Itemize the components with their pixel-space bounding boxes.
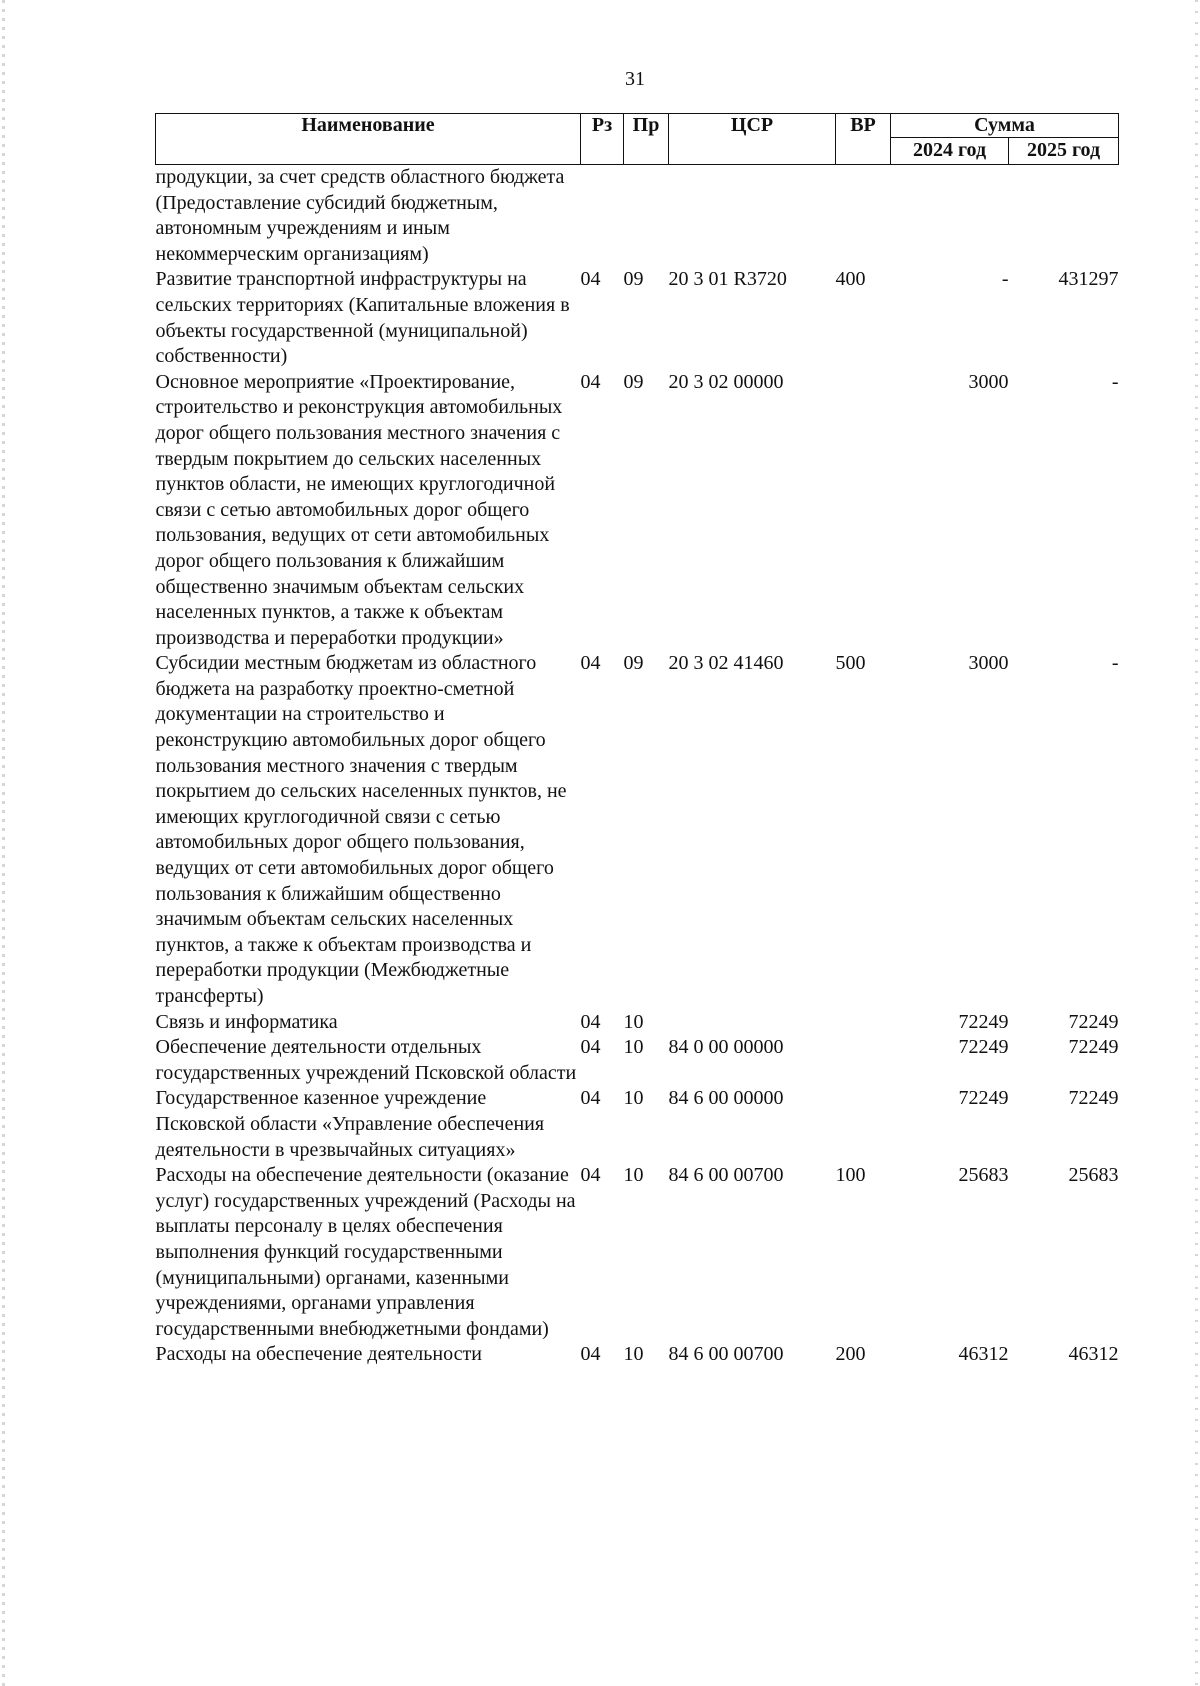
cell-pr: 09	[623, 268, 644, 291]
cell-sum-2025: 72249	[1068, 1036, 1119, 1059]
cell-csr	[669, 165, 836, 268]
cell-name: Расходы на обеспечение деятельности	[155, 1343, 482, 1366]
cell-rz: 04	[580, 268, 601, 291]
table-row	[156, 165, 1119, 268]
cell-sum-2024: 72249	[958, 1036, 1009, 1059]
table-row	[156, 267, 1119, 369]
cell-sum-2024: 72249	[958, 1010, 1009, 1033]
cell-name: Государственное казенное учреждение Псковской области «Управление обеспечения деятельности в чрезвычайных ситуациях»	[155, 1087, 545, 1161]
header-year-2025: 2025 год	[1009, 138, 1119, 165]
cell-name: Обеспечение деятельности отдельных государственных учреждений Псковской области	[155, 1036, 577, 1084]
cell-csr	[669, 1010, 836, 1036]
cell-csr: 20 3 02 41460	[668, 652, 784, 675]
cell-sum-2025: -	[1111, 370, 1119, 393]
cell-sum-2024: 46312	[958, 1343, 1009, 1366]
cell-vr	[836, 165, 891, 268]
cell-pr	[624, 165, 669, 268]
cell-csr: 20 3 01 R3720	[668, 268, 787, 291]
cell-vr: 100	[835, 1164, 866, 1187]
cell-sum-2025: 72249	[1068, 1010, 1119, 1033]
cell-rz: 04	[580, 652, 601, 675]
header-pr: Пр	[624, 114, 669, 165]
header-year-2024: 2024 год	[891, 138, 1009, 165]
scan-edge-left	[2, 0, 5, 1686]
cell-csr: 84 6 00 00000	[668, 1087, 784, 1110]
table-row	[156, 1035, 1119, 1086]
cell-rz: 04	[580, 1087, 601, 1110]
budget-table	[155, 113, 1119, 1368]
cell-pr: 09	[623, 652, 644, 675]
header-csr: ЦСР	[669, 114, 836, 165]
table-row	[156, 1086, 1119, 1163]
header-name: Наименование	[156, 114, 581, 165]
cell-rz: 04	[580, 370, 601, 393]
cell-vr: 500	[835, 652, 866, 675]
cell-csr: 20 3 02 00000	[668, 370, 784, 393]
cell-sum-2025	[1009, 165, 1119, 268]
cell-sum-2024: 3000	[968, 370, 1009, 393]
cell-name: продукции, за счет средств областного бюджета (Предоставление субсидий бюджетным, автономным учреждениям и иным некоммерческим организациям)	[155, 166, 565, 265]
cell-vr	[836, 1086, 891, 1163]
page-number: 31	[625, 68, 645, 90]
cell-pr: 10	[623, 1010, 644, 1033]
cell-sum-2025: 431297	[1058, 268, 1119, 291]
table-body	[156, 165, 1119, 1368]
cell-pr: 10	[623, 1343, 644, 1366]
cell-name: Связь и информатика	[155, 1010, 338, 1033]
cell-sum-2024: 72249	[958, 1087, 1009, 1110]
table-row	[156, 370, 1119, 652]
cell-pr: 10	[623, 1036, 644, 1059]
cell-sum-2024: 25683	[958, 1164, 1009, 1187]
cell-sum-2024: 3000	[968, 652, 1009, 675]
cell-rz	[581, 165, 624, 268]
cell-csr: 84 6 00 00700	[668, 1164, 784, 1187]
scan-edge-right	[1195, 0, 1198, 1686]
cell-name: Основное мероприятие «Проектирование, строительство и реконструкция автомобильных дорог общего пользования местного значения с твердым покрытием до сельских населенных пунктов области, не имеющих круглогодичной связи с сетью автомобильных дорог общего пользования, ведущих от сети автомобильных дорог общего пользования к ближайшим общественно значимым объектам сельских населенных пунктов, а также к объектам производства и переработки продукции»	[155, 370, 563, 649]
table-row	[156, 1010, 1119, 1036]
header-rz: Рз	[581, 114, 624, 165]
header-sum: Сумма	[891, 114, 1119, 138]
cell-sum-2025: -	[1111, 652, 1119, 675]
cell-pr: 09	[623, 370, 644, 393]
cell-vr	[836, 370, 891, 652]
cell-rz: 04	[580, 1343, 601, 1366]
table-row	[156, 651, 1119, 1009]
cell-vr	[836, 1010, 891, 1036]
table-row	[156, 1342, 1119, 1368]
cell-name: Развитие транспортной инфраструктуры на сельских территориях (Капитальные вложения в объекты государственной (муниципальной) собственности)	[155, 268, 570, 368]
cell-rz: 04	[580, 1036, 601, 1059]
cell-pr: 10	[623, 1164, 644, 1187]
cell-sum-2024	[891, 165, 1009, 268]
cell-csr: 84 6 00 00700	[668, 1343, 784, 1366]
cell-name: Расходы на обеспечение деятельности (оказание услуг) государственных учреждений (Расходы на выплаты персоналу в целях обеспечения выполнения функций государственными (муниципальными) органами, казенными учреждениями, органами управления государственными внебюджетными фондами)	[155, 1164, 576, 1340]
cell-vr: 400	[835, 268, 866, 291]
cell-vr: 200	[835, 1343, 866, 1366]
header-vr: ВР	[836, 114, 891, 165]
cell-pr: 10	[623, 1087, 644, 1110]
table-header	[156, 114, 1119, 165]
cell-rz: 04	[580, 1164, 601, 1187]
table-row	[156, 1163, 1119, 1342]
cell-name: Субсидии местным бюджетам из областного бюджета на разработку проектно-сметной документации на строительство и реконструкцию автомобильных дорог общего пользования местного значения с твердым покрытием до сельских населенных пунктов, не имеющих круглогодичной связи с сетью автомобильных дорог общего пользования, ведущих от сети автомобильных дорог общего пользования к ближайшим общественно значимым объектам сельских населенных пунктов, а также к объектам производства и переработки продукции (Межбюджетные трансферты)	[155, 652, 567, 1007]
cell-sum-2025: 46312	[1068, 1343, 1119, 1366]
cell-sum-2024: -	[1001, 268, 1009, 291]
cell-rz: 04	[580, 1010, 601, 1033]
cell-sum-2025: 25683	[1068, 1164, 1119, 1187]
cell-csr: 84 0 00 00000	[668, 1036, 784, 1059]
cell-vr	[836, 1035, 891, 1086]
cell-sum-2025: 72249	[1068, 1087, 1119, 1110]
